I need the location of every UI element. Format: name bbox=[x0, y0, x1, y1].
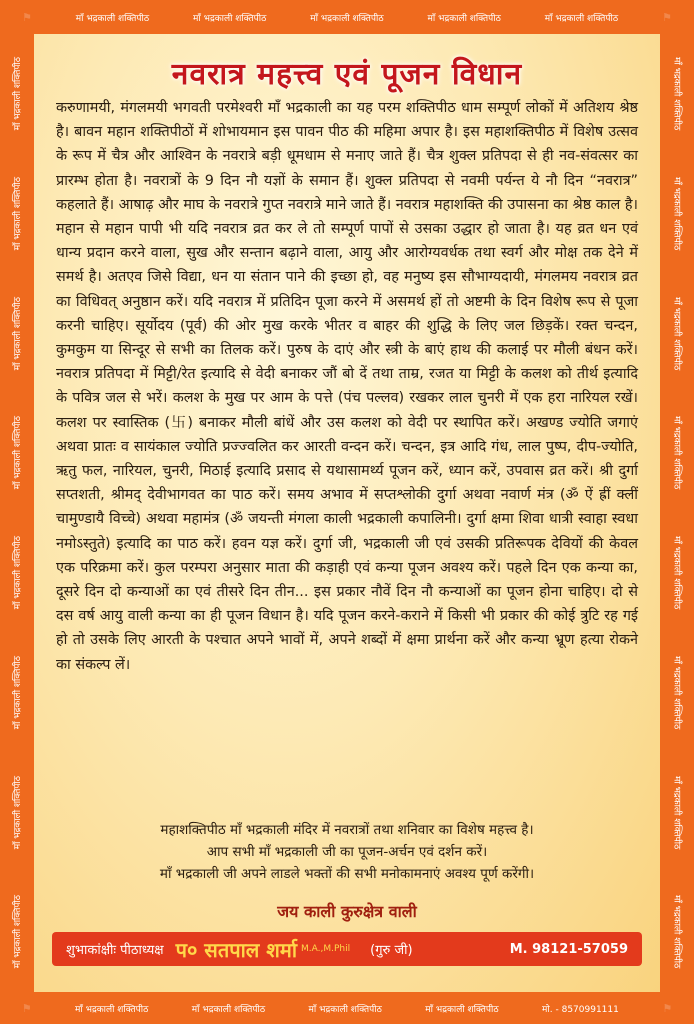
page-title: नवरात्र महत्त्व एवं पूजन विधान bbox=[171, 57, 523, 92]
border-text: माँ भद्रकाली शक्तिपीठ bbox=[671, 536, 682, 610]
closing-line: माँ भद्रकाली जी अपने लाडले भक्तों की सभी मनोकामनाएं अवश्य पूर्ण करेंगी। bbox=[159, 866, 535, 882]
border-text: माँ भद्रकाली शक्तिपीठ bbox=[544, 13, 619, 24]
border-text: माँ भद्रकाली शक्तिपीठ bbox=[12, 296, 23, 371]
border-text: माँ भद्रकाली शक्तिपीठ bbox=[193, 13, 267, 24]
border-text: माँ भद्रकाली शक्तिपीठ bbox=[12, 895, 23, 969]
border-text: माँ भद्रकाली शक्तिपीठ bbox=[671, 176, 682, 251]
closing-line: आप सभी माँ भद्रकाली जी का पूजन-अर्चन एवं दर्शन करें। bbox=[206, 844, 488, 860]
closing-line: महाशक्तिपीठ माँ भद्रकाली मंदिर में नवरात्रों तथा शनिवार का विशेष महत्त्व है। bbox=[160, 822, 534, 838]
jay-kali-slogan: जय काली कुरुक्षेत्र वाली bbox=[277, 902, 417, 921]
footer-banner bbox=[52, 932, 642, 966]
right-border-band bbox=[660, 34, 694, 992]
body-paragraph: करुणामयी, मंगलमयी भगवती परमेश्वरी माँ भद्रकाली का यह परम शक्तिपीठ धाम सम्पूर्ण लोकों में अतिशय श्रेष्ठ है। बावन महान शक्तिपीठों में शोभायमान इस पावन पीठ की महिमा अपार है। इस महाशक्तिपीठ में विशेष उत्सव के रूप में चैत्र और आश्विन के नवरात्रे बड़ी धूमधाम से मनाए जाते हैं। चैत्र शुक्ल प्रतिपदा से ही नव-संवत्सर का प्रारम्भ होता है। नवरात्रों के 9 दिन नौ यज्ञों के समान हैं। शुक्ल प्रतिपदा से नवमी पर्यन्त ये नौ दिन “नवरात्र” कहलाते हैं। आषाढ़ और माघ के नवरात्रे गुप्त नवरात्रे माने जाते हैं। नवरात्र महाशक्ति की उपासना का श्रेष्ठ काल है। महान से महान पापी भी यदि नवरात्र व्रत कर ले तो सम्पूर्ण पापों से उसका उद्धार हो जाता है। यह व्रत धन एवं धान्य प्रदान करने वाला, सुख और सन्तान बढ़ाने वाला, आयु और आरोग्यवर्धक तथा स्वर्ग और मोक्ष तक देने में समर्थ है। अतएव जिसे विद्या, धन या संतान पाने की इच्छा हो, वह मनुष्य इस सौभाग्यदायी, मंगलमय नवरात्र व्रत का विधिवत् अनुष्ठान करें। यदि नवरात्र में प्रतिदिन पूजा करने में असमर्थ हों तो अष्टमी के दिन विशेष रूप से पूजा करनी चाहिए। सूर्योदय (पूर्व) की ओर मुख करके भीतर व बाहर की शुद्धि के लिए जल छिड़कें। रक्त चन्दन, कुमकुम या सिन्दूर से सभी का तिलक करें। पुरुष के दाएं और स्त्री के बाएं हाथ की कलाई पर मौली बंधन करें। नवरात्र प्रतिपदा में मिट्टी/रेत इत्यादि से वेदी बनाकर जौं बो दें तथा ताम्र, रजत या मिट्टी के कलश को तीर्थ इत्यादि के पवित्र जल से भरें। कलश के मुख पर आम के पत्ते (पंच पल्लव) रखकर लाल चुनरी में एक हरा नारियल रखें। कलश पर स्वास्तिक (卐) बनाकर मौली बांधें और उस कलश को वेदी पर स्थापित करें। अखण्ड ज्योति जगाएं अथवा प्रातः व सायंकाल ज्योति प्रज्ज्वलित कर आरती वन्दन करें। चन्दन, इत्र आदि गंध, लाल पुष्प, दीप-ज्योति, ऋतु फल, नारियल, चुनरी, मिठाई इत्यादि प्रसाद से यथासामर्थ्य पूजन करें, ध्यान करें, उपवास व्रत करें। श्री दुर्गा सप्तशती, श्रीमद् देवीभागवत का पाठ करें। समय अभाव में सप्तश्लोकी दुर्गा अथवा नवार्ण मंत्र (ॐ ऐं ह्रीं क्लीं चामुण्डायै विच्चे) अथवा महामंत्र (ॐ जयन्ती मंगला काली भद्रकाली कपालिनी। दुर्गा क्षमा शिवा धात्री स्वाहा स्वधा नमोऽस्तुते) इत्यादि का पाठ करें। हवन यज्ञ करें। दुर्गा जी, भद्रकाली जी एवं उसकी प्रतिरूपक देवियों की केवल एक परिक्रमा करें। कुल परम्परा अनुसार माता की कड़ाही एवं कन्या पूजन अवश्य करें। पहले दिन एक कन्या का, दूसरे दिन दो कन्याओं का एवं तीसरे दिन तीन... इस प्रकार नौवें दिन नौ कन्याओं का पूजन होना चाहिए। दो से दस वर्ष आयु वाली कन्या का ही पूजन विधान है। यदि पूजन करने-कराने में किसी भी प्रकार की कोई त्रुटि रह गई हो तो उसके लिए आरती के पश्चात अपने भावों में, अपने शब्दों में क्षमा प्रार्थना करें और कन्या भ्रूण हत्या रोकने का संकल्प लें। bbox=[56, 100, 638, 673]
top-border-band bbox=[0, 0, 694, 34]
footer-guru: (गुरु जी) bbox=[370, 943, 413, 958]
content-panel bbox=[34, 34, 660, 992]
border-text: माँ भद्रकाली शक्तिपीठ bbox=[671, 655, 682, 730]
border-text: माँ भद्रकाली शक्तिपीठ bbox=[12, 57, 23, 131]
closing-lines bbox=[34, 819, 660, 885]
border-text: माँ भद्रकाली शक्तिपीठ bbox=[12, 536, 23, 610]
border-text: माँ भद्रकाली शक्तिपीठ bbox=[671, 895, 682, 969]
border-text: माँ भद्रकाली शक्तिपीठ bbox=[308, 1004, 382, 1015]
footer-label: शुभाकांक्षीः पीठाध्यक्ष bbox=[66, 943, 164, 958]
border-text: माँ भद्रकाली शक्तिपीठ bbox=[75, 13, 150, 24]
bottom-border-band bbox=[0, 992, 694, 1024]
border-text: माँ भद्रकाली शक्तिपीठ bbox=[671, 57, 682, 131]
border-text: माँ भद्रकाली शक्तिपीठ bbox=[671, 296, 682, 371]
left-border-band bbox=[0, 34, 34, 992]
border-text: माँ भद्रकाली शक्तिपीठ bbox=[310, 13, 384, 24]
border-text: माँ भद्रकाली शक्तिपीठ bbox=[671, 775, 682, 850]
border-text: माँ भद्रकाली शक्तिपीठ bbox=[12, 775, 23, 850]
flag-icon: ⚑ bbox=[21, 1001, 32, 1015]
border-text: माँ भद्रकाली शक्तिपीठ bbox=[425, 1004, 499, 1015]
border-text: माँ भद्रकाली शक्तिपीठ bbox=[75, 1004, 149, 1015]
border-text: माँ भद्रकाली शक्तिपीठ bbox=[191, 1004, 266, 1015]
flag-icon: ⚑ bbox=[21, 10, 32, 24]
flag-icon: ⚑ bbox=[662, 1001, 673, 1015]
footer-mobile: M. 98121-57059 bbox=[509, 941, 628, 957]
border-text: माँ भद्रकाली शक्तिपीठ bbox=[12, 176, 23, 251]
footer-degree: M.A.,M.Phil bbox=[301, 944, 351, 954]
border-text: माँ भद्रकाली शक्तिपीठ bbox=[12, 416, 23, 490]
border-text: माँ भद्रकाली शक्तिपीठ bbox=[12, 655, 23, 730]
footer-name: प० सतपाल शर्मा bbox=[175, 937, 298, 962]
bottom-phone: मो. - 8570991111 bbox=[542, 1004, 619, 1015]
border-text: माँ भद्रकाली शक्तिपीठ bbox=[427, 13, 501, 24]
border-text: माँ भद्रकाली शक्तिपीठ bbox=[671, 416, 682, 490]
flag-icon: ⚑ bbox=[662, 10, 672, 24]
